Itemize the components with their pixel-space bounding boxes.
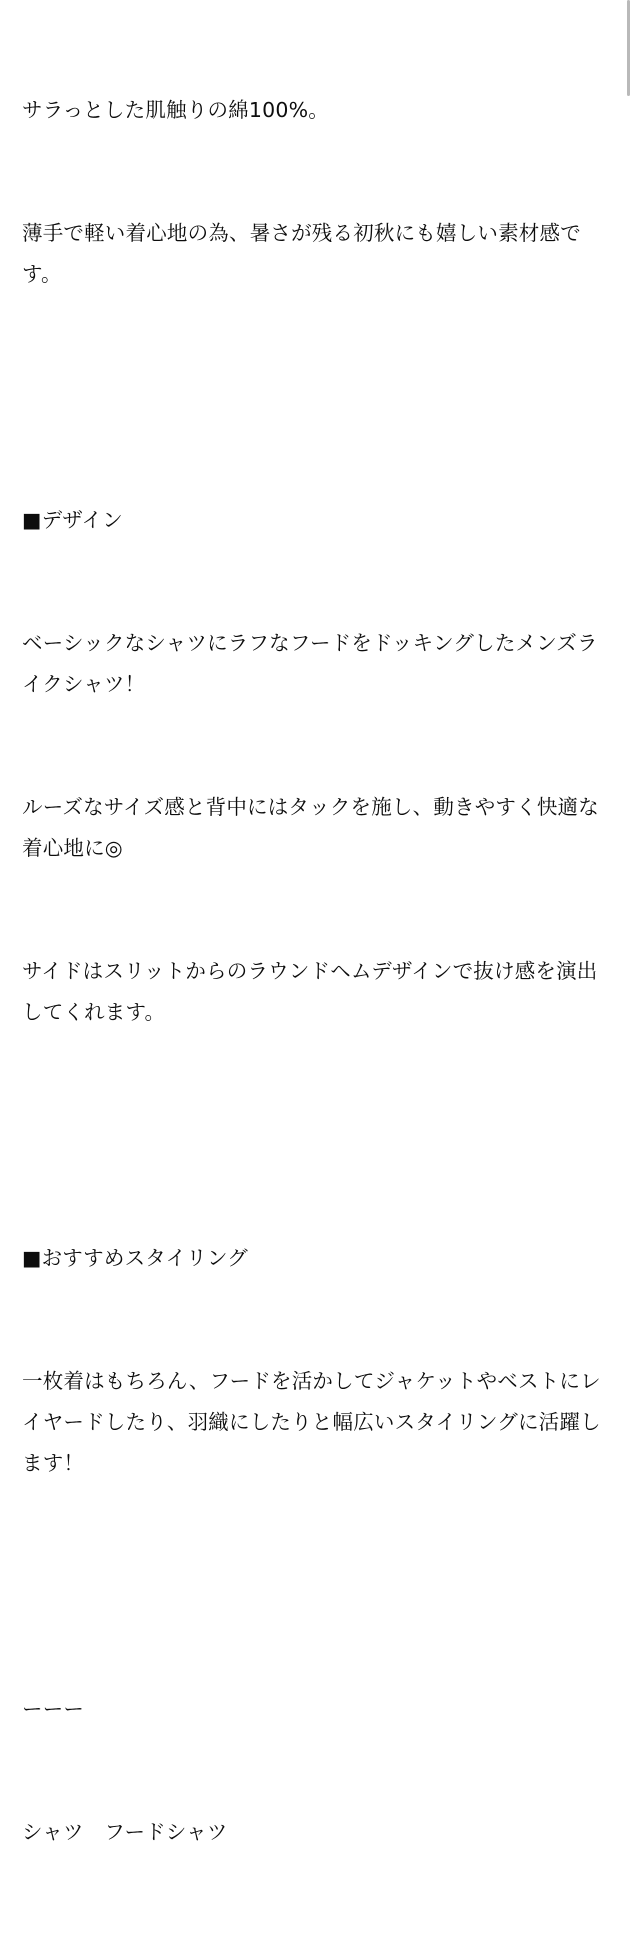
keyword-line: シャツ フードシャツ bbox=[22, 1820, 228, 1844]
scrollbar-thumb[interactable] bbox=[627, 0, 630, 96]
blank-line bbox=[22, 1566, 601, 1607]
blank-line bbox=[22, 1115, 601, 1156]
paragraph: ベーシックなシャツにラフなフードをドッキングしたメンズライクシャツ！ bbox=[22, 631, 598, 696]
product-description-text bbox=[22, 8, 601, 1935]
paragraph: 一枚着はもちろん、フードを活かしてジャケットやベストにレイヤードしたり、羽織にしたりと幅広いスタイリングに活躍します！ bbox=[22, 1369, 601, 1475]
section-heading-styling: ■おすすめスタイリング bbox=[22, 1246, 248, 1270]
scrollbar-track[interactable] bbox=[627, 0, 631, 631]
blank-line bbox=[22, 377, 601, 418]
paragraph: 薄手で軽い着心地の為、暑さが残る初秋にも嬉しい素材感です。 bbox=[22, 221, 581, 286]
paragraph: サイドはスリットからのラウンドヘムデザインで抜け感を演出してくれます。 bbox=[22, 959, 598, 1024]
section-heading-design: ■デザイン bbox=[22, 508, 123, 532]
paragraph: サラっとした肌触りの綿100%。 bbox=[22, 98, 329, 122]
divider-text: ーーー bbox=[22, 1697, 85, 1721]
paragraph: ルーズなサイズ感と背中にはタックを施し、動きやすく快適な着心地に◎ bbox=[22, 795, 599, 860]
